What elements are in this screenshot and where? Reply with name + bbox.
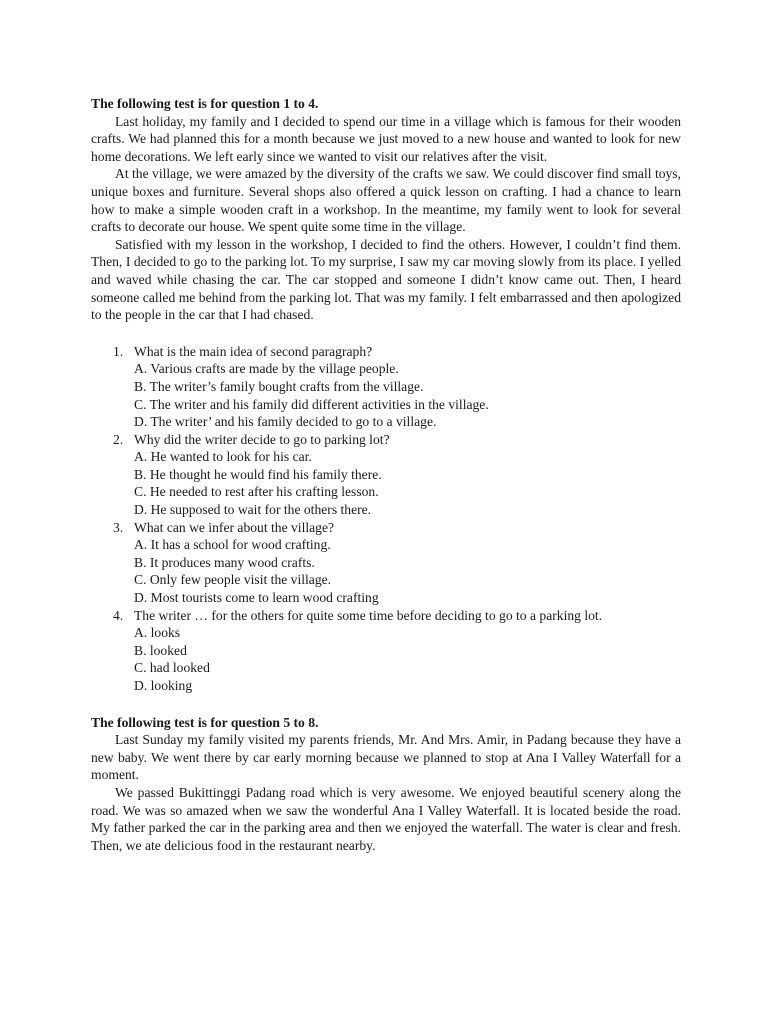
option-a: A. looks bbox=[134, 625, 181, 641]
question-number: 4. bbox=[113, 607, 124, 623]
option-d: D. He supposed to wait for the others there. bbox=[134, 502, 372, 518]
option-list bbox=[134, 536, 681, 606]
option-d: D. looking bbox=[134, 678, 193, 693]
paragraph-2: At the village, we were amazed by the diversity of the crafts we saw. We could discover find small toys, unique boxes and furniture. Several shops also offered a quick lesson on crafting. I had a chance to learn how to make a simple wooden craft in a workshop. In the meantime, my family went to look for several crafts to decorate our house. We spent quite some time in the village. bbox=[91, 166, 681, 235]
question-3 bbox=[91, 519, 681, 607]
option-d: D. Most tourists come to learn wood crafting bbox=[134, 590, 379, 606]
question-list bbox=[91, 343, 681, 695]
option-b: B. He thought he would find his family there. bbox=[134, 466, 382, 482]
question-text: What can we infer about the village? bbox=[134, 519, 335, 535]
section-title: The following test is for question 1 to 4. bbox=[91, 96, 319, 111]
section-questions-1-4 bbox=[91, 95, 681, 695]
question-text: Why did the writer decide to go to parking lot? bbox=[134, 431, 390, 447]
document-page bbox=[91, 95, 681, 854]
option-c: C. had looked bbox=[134, 660, 210, 676]
spacer bbox=[91, 695, 681, 714]
question-number: 3. bbox=[113, 519, 124, 535]
option-b: B. looked bbox=[134, 642, 187, 658]
option-c: C. The writer and his family did different activities in the village. bbox=[134, 396, 489, 412]
option-c: C. He needed to rest after his crafting lesson. bbox=[134, 484, 379, 500]
paragraph-2: We passed Bukittinggi Padang road which is very awesome. We enjoyed beautiful scenery along the road. We was so amazed when we saw the wonderful Ana I Valley Waterfall. It is located beside the road. My father parked the car in the parking area and then we enjoyed the waterfall. The water is clear and fresh. Then, we ate delicious food in the restaurant nearby. bbox=[91, 784, 681, 853]
paragraph-1: Last holiday, my family and I decided to spend our time in a village which is famous for their wooden crafts. We had planned this for a month because we just moved to a new house and wanted to look for new home decorations. We left early since we wanted to visit our relatives after the visit. bbox=[91, 113, 681, 164]
question-number: 1. bbox=[113, 343, 124, 359]
option-a: A. It has a school for wood crafting. bbox=[134, 537, 331, 553]
paragraph-3: Satisfied with my lesson in the workshop, I decided to find the others. However, I couldn’t find them. Then, I decided to go to the parking lot. To my surprise, I saw my car moving slowly from its place. I yelled and waved while chasing the car. The car stopped and someone I didn’t know came out. Then, I heard someone called me behind from the parking lot. That was my family. I felt embarrassed and then apologized to the people in the car that I had chased. bbox=[91, 236, 681, 323]
option-b: B. It produces many wood crafts. bbox=[134, 554, 315, 570]
option-list bbox=[134, 448, 681, 518]
option-c: C. Only few people visit the village. bbox=[134, 572, 332, 588]
question-4 bbox=[91, 607, 681, 695]
question-number: 2. bbox=[113, 431, 124, 447]
question-2 bbox=[91, 431, 681, 519]
option-d: D. The writer’ and his family decided to go to a village. bbox=[134, 414, 437, 430]
option-b: B. The writer’s family bought crafts from the village. bbox=[134, 378, 424, 394]
question-1 bbox=[91, 343, 681, 431]
option-list bbox=[134, 360, 681, 430]
spacer bbox=[91, 324, 681, 343]
option-list bbox=[134, 624, 681, 694]
paragraph-1: Last Sunday my family visited my parents friends, Mr. And Mrs. Amir, in Padang because they have a new baby. We went there by car early morning because we planned to stop at Ana I Valley Waterfall for a moment. bbox=[91, 732, 681, 783]
section-title: The following test is for question 5 to 8. bbox=[91, 714, 319, 730]
option-a: A. Various crafts are made by the village people. bbox=[134, 361, 399, 377]
option-a: A. He wanted to look for his car. bbox=[134, 449, 312, 465]
question-text: The writer … for the others for quite some time before deciding to go to a parking lot. bbox=[134, 607, 603, 623]
section-questions-5-8 bbox=[91, 714, 681, 855]
question-text: What is the main idea of second paragraph? bbox=[134, 343, 373, 359]
